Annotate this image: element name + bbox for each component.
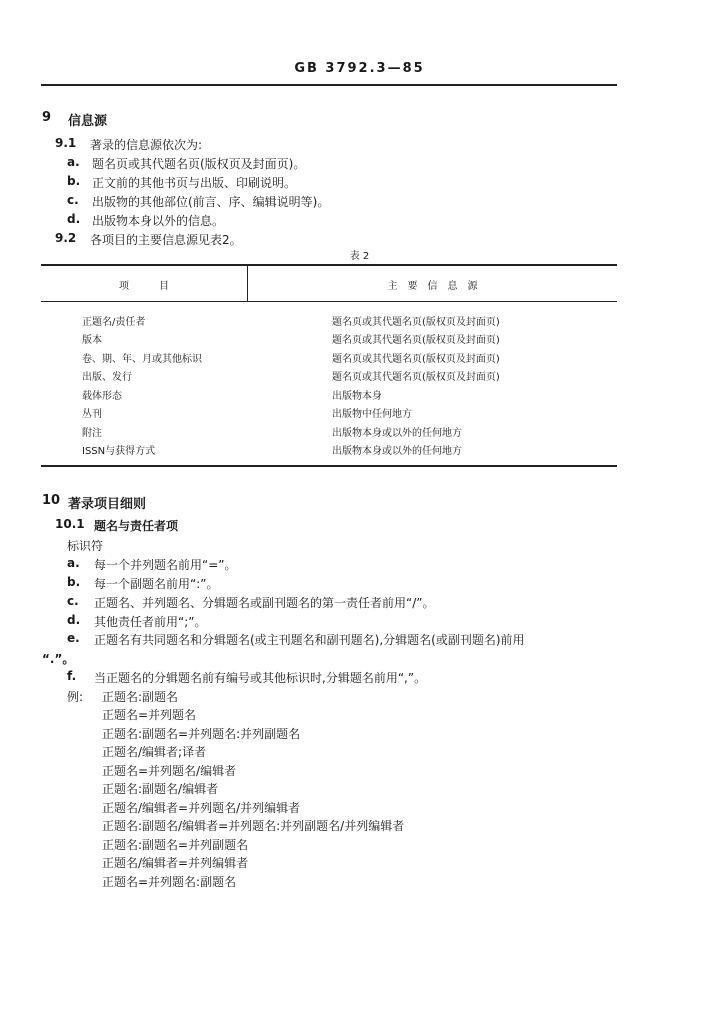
table-cell-item: 出版、发行: [82, 372, 132, 383]
list-item-mark: d.: [67, 613, 81, 627]
list-item-text: 正文前的其他书页与出版、印刷说明。: [92, 176, 297, 190]
table-cell-source: 出版物本身: [332, 391, 382, 402]
list-item-mark: b.: [67, 174, 81, 188]
example-line: 正题名:副题名: [102, 690, 179, 704]
clause-10-1-title: 题名与责任者项: [94, 519, 179, 533]
example-line: 正题名:副题名=并列副题名: [102, 838, 249, 852]
list-item-mark: a.: [67, 556, 80, 570]
table-caption: 表 2: [349, 251, 370, 262]
standard-code-header: GB 3792.3—85: [294, 61, 425, 76]
example-line: 正题名=并列题名: [102, 708, 197, 722]
list-item-text: 题名页或其代题名页(版权页及封面页)。: [92, 157, 306, 171]
clause-9-2-number: 9.2: [55, 231, 77, 245]
list-item-mark: c.: [67, 193, 79, 207]
list-item-text: 每一个副题名前用“:”。: [94, 577, 219, 591]
table-cell-source: 出版物中任何地方: [332, 409, 412, 420]
list-item-continuation: “.”。: [42, 652, 75, 666]
example-line: 正题名/编辑者=并列题名/并列编辑者: [102, 801, 301, 815]
table-header-rule: [41, 301, 617, 302]
table-top-rule: [41, 264, 617, 266]
table-col-header-item: 项 目: [119, 281, 169, 292]
header-rule: [41, 84, 617, 86]
table-cell-item: 版本: [82, 335, 102, 346]
example-line: 正题名:副题名/编辑者: [102, 782, 219, 796]
subheading-identifiers: 标识符: [67, 539, 104, 553]
clause-9-1-text: 著录的信息源依次为:: [90, 138, 203, 152]
example-line: 正题名:副题名=并列题名:并列副题名: [102, 727, 301, 741]
table-cell-item: 附注: [82, 428, 102, 439]
table-cell-item: 丛刊: [82, 409, 102, 420]
section-10-number: 10: [42, 493, 61, 508]
example-label: 例:: [67, 690, 84, 704]
table-cell-item: 卷、期、年、月或其他标识: [82, 354, 202, 365]
clause-9-2-text: 各项目的主要信息源见表2。: [90, 233, 242, 247]
list-item-text: 正题名有共同题名和分辑题名(或主刊题名和副刊题名),分辑题名(或副刊题名)前用: [94, 633, 525, 647]
table-col-header-source: 主 要 信 息 源: [387, 281, 478, 292]
example-line: 正题名=并列题名:副题名: [102, 875, 237, 889]
section-10-title: 著录项目细则: [68, 497, 147, 512]
clause-10-1-number: 10.1: [55, 517, 85, 531]
list-item-text: 正题名、并列题名、分辑题名或副刊题名的第一责任者前用“/”。: [94, 596, 435, 610]
table-cell-source: 题名页或其代题名页(版权页及封面页): [332, 354, 500, 365]
list-item-mark: a.: [67, 155, 80, 169]
table-bottom-rule: [41, 465, 617, 467]
section-9-title: 信息源: [68, 114, 108, 129]
table-cell-item: 载体形态: [82, 391, 122, 402]
list-item-mark: c.: [67, 594, 79, 608]
list-item-mark: f.: [67, 669, 77, 683]
table-cell-item: 正题名/责任者: [82, 317, 146, 328]
list-item-mark: e.: [67, 631, 80, 645]
example-line: 正题名/编辑者;译者: [102, 745, 207, 759]
clause-9-1-number: 9.1: [55, 136, 77, 150]
list-item-text: 每一个并列题名前用“=”。: [94, 558, 237, 572]
list-item-text: 当正题名的分辑题名前有编号或其他标识时,分辑题名前用“,”。: [94, 671, 427, 685]
example-line: 正题名:副题名/编辑者=并列题名:并列副题名/并列编辑者: [102, 819, 405, 833]
table-cell-source: 出版物本身或以外的任何地方: [332, 446, 462, 457]
list-item-mark: b.: [67, 575, 81, 589]
table-cell-source: 题名页或其代题名页(版权页及封面页): [332, 335, 500, 346]
table-cell-source: 题名页或其代题名页(版权页及封面页): [332, 372, 500, 383]
list-item-text: 其他责任者前用“;”。: [94, 615, 207, 629]
list-item-text: 出版物的其他部位(前言、序、编辑说明等)。: [92, 195, 330, 209]
example-line: 正题名=并列题名/编辑者: [102, 764, 237, 778]
section-9-number: 9: [42, 110, 52, 125]
table-cell-source: 题名页或其代题名页(版权页及封面页): [332, 317, 500, 328]
list-item-mark: d.: [67, 212, 81, 226]
list-item-text: 出版物本身以外的信息。: [92, 214, 225, 228]
table-cell-item: ISSN与获得方式: [82, 446, 156, 457]
table-cell-source: 出版物本身或以外的任何地方: [332, 428, 462, 439]
example-line: 正题名/编辑者=并列编辑者: [102, 856, 249, 870]
